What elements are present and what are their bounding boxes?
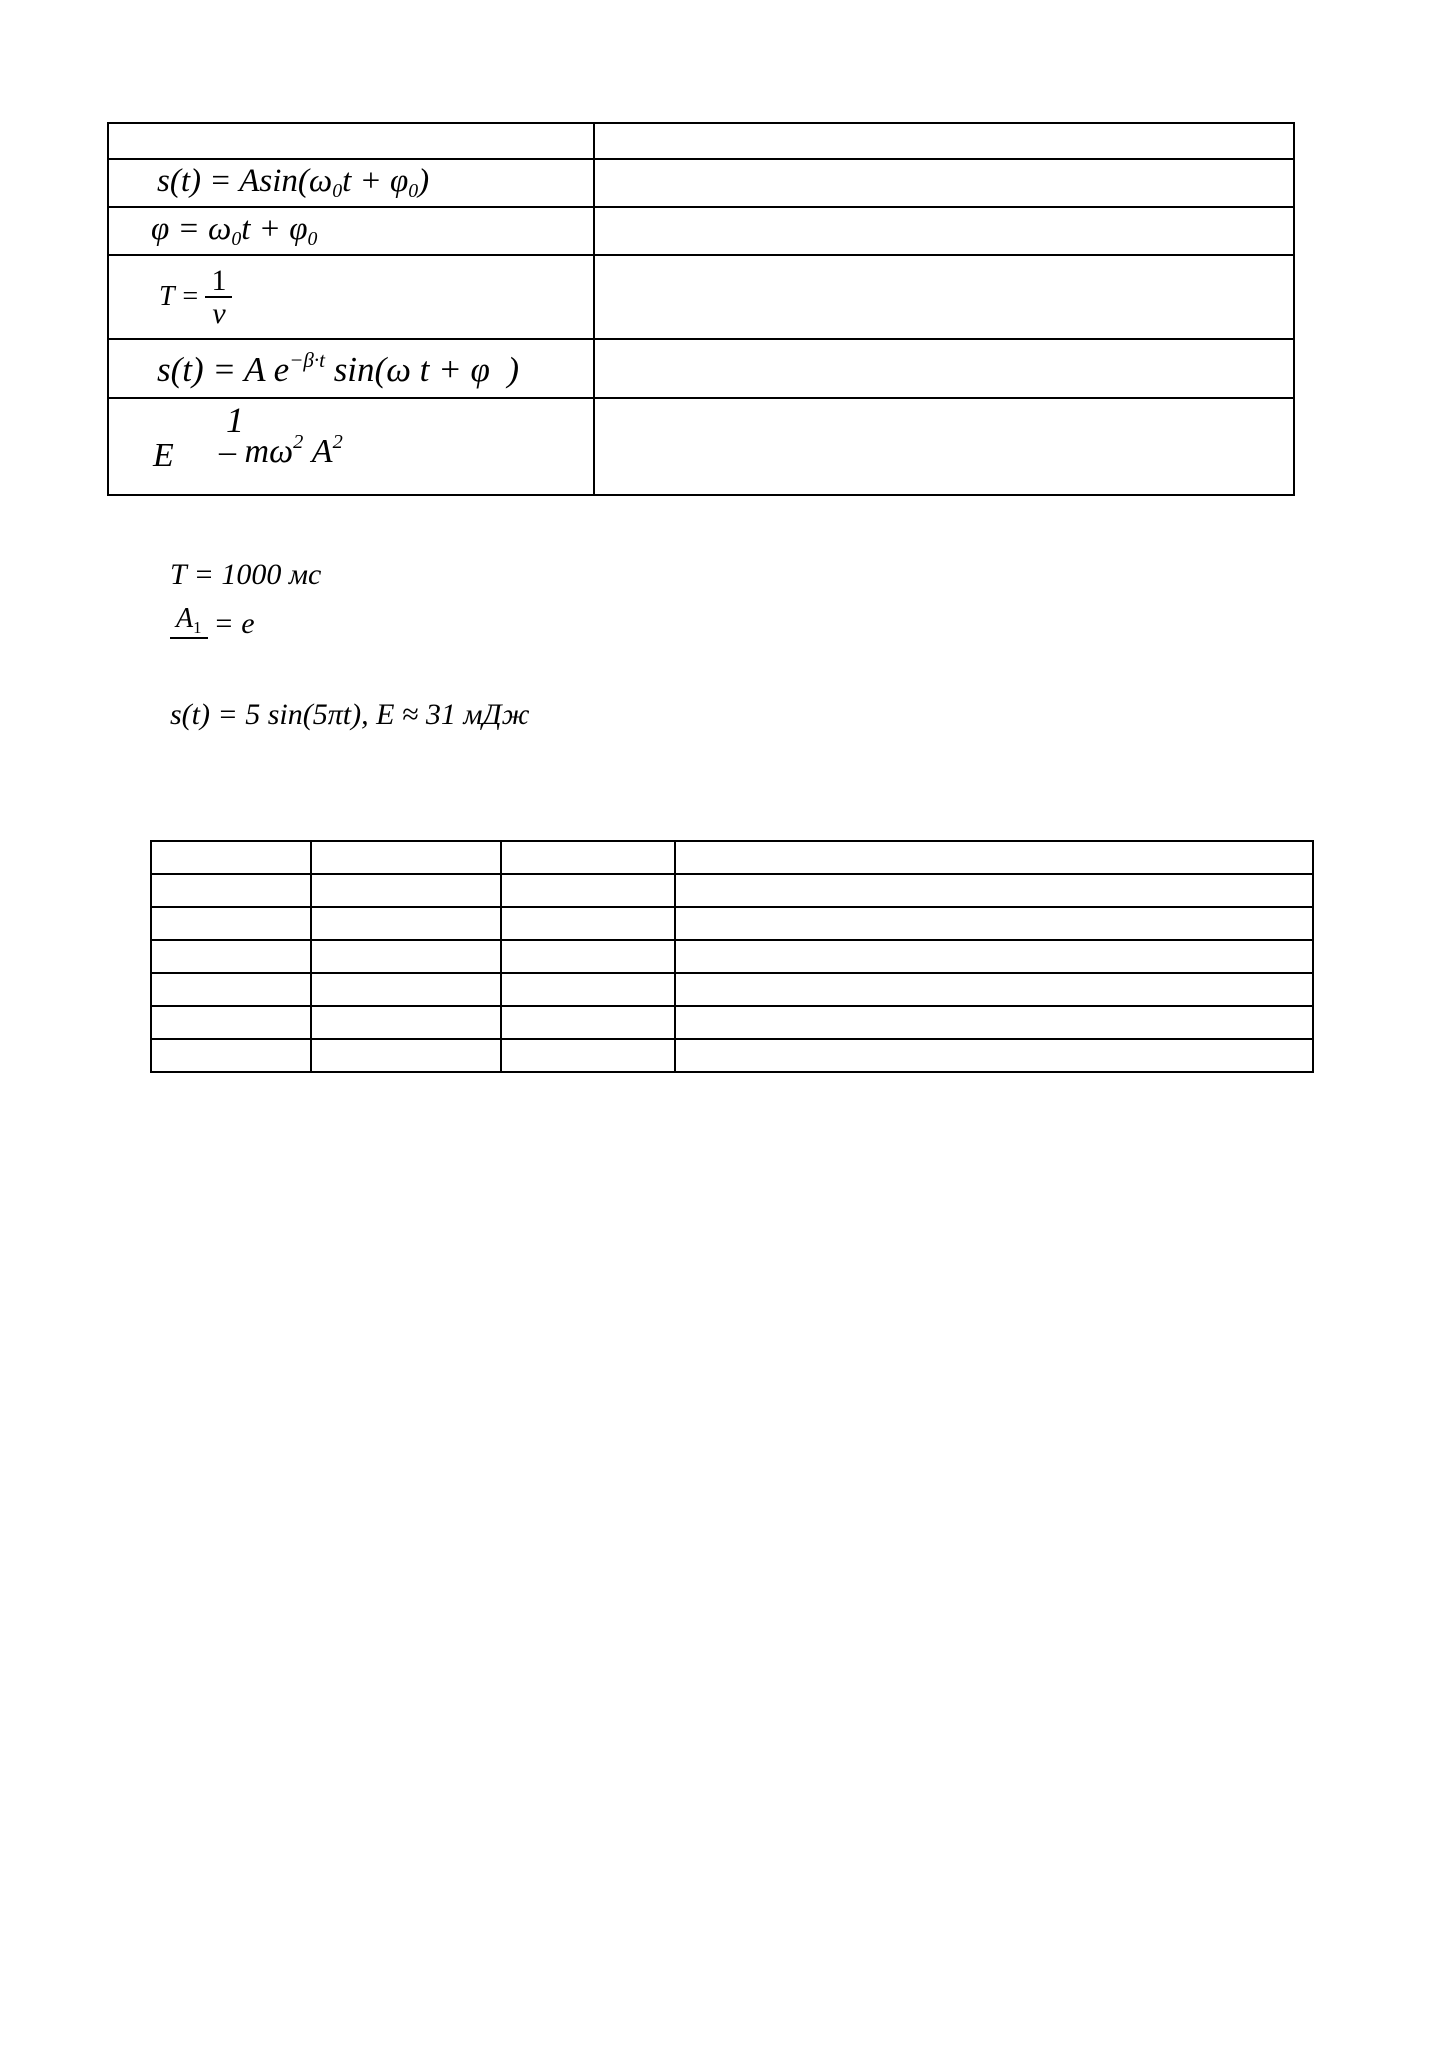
table-row xyxy=(151,907,1313,940)
table-cell xyxy=(594,207,1294,255)
table-cell xyxy=(501,940,675,973)
table-cell xyxy=(675,940,1313,973)
table-cell xyxy=(594,123,1294,159)
table-cell xyxy=(501,1039,675,1072)
table-cell xyxy=(151,973,311,1006)
table-row xyxy=(108,255,1294,339)
fraction: $\frac{1}{\nu}$ xyxy=(205,265,232,330)
table-row xyxy=(151,1039,1313,1072)
table-cell xyxy=(594,398,1294,495)
table-row xyxy=(151,940,1313,973)
table-cell xyxy=(501,907,675,940)
table-cell xyxy=(151,907,311,940)
table-row xyxy=(108,159,1294,207)
table-cell xyxy=(501,973,675,1006)
table-cell xyxy=(311,1039,501,1072)
table-cell xyxy=(311,874,501,907)
table-cell xyxy=(501,1006,675,1039)
table-cell xyxy=(108,123,594,159)
table-row xyxy=(151,1006,1313,1039)
table-cell xyxy=(594,255,1294,339)
formula-phase: $\varphi = \omega_0t + \varphi_0$ xyxy=(108,207,594,255)
table-row xyxy=(151,841,1313,874)
table-row xyxy=(108,123,1294,159)
formula-table xyxy=(107,122,1295,496)
table-row xyxy=(108,398,1294,495)
table-cell xyxy=(151,940,311,973)
table-cell xyxy=(594,159,1294,207)
table-cell xyxy=(594,339,1294,398)
table-row xyxy=(108,207,1294,255)
table-cell xyxy=(501,841,675,874)
formula-harmonic-oscillation: $s(t) = Asin(\omega_0t + \varphi_0)$ xyxy=(108,159,594,207)
table-cell xyxy=(151,874,311,907)
formula-energy: E 1 – $m\omega^2$ $A^2$ xyxy=(108,398,594,495)
given-amplitude-ratio: $A_1$ = e xyxy=(170,604,255,645)
fraction: $A_1$ xyxy=(170,604,208,645)
table-cell xyxy=(311,940,501,973)
given-period: T = 1000 мс xyxy=(170,558,322,591)
table-cell xyxy=(501,874,675,907)
table-cell xyxy=(675,973,1313,1006)
table-cell xyxy=(675,907,1313,940)
table-cell xyxy=(311,973,501,1006)
table-cell xyxy=(311,841,501,874)
table-cell xyxy=(675,1039,1313,1072)
table-cell xyxy=(151,1039,311,1072)
table-row xyxy=(151,874,1313,907)
formula-damped-oscillation: s(t) = A $e^{-\beta\cdot t}$ sin(ω t + φ ) xyxy=(108,339,594,398)
table-cell xyxy=(675,1006,1313,1039)
table-cell xyxy=(151,841,311,874)
formula-period: T = $\frac{1}{\nu}$ xyxy=(108,255,594,339)
table-cell xyxy=(311,907,501,940)
table-row xyxy=(108,339,1294,398)
answer-formula: s(t) = 5 sin(5πt), E ≈ 31 мДж xyxy=(170,698,530,731)
table-cell xyxy=(675,841,1313,874)
table-row xyxy=(151,973,1313,1006)
table-cell xyxy=(675,874,1313,907)
empty-grid-table xyxy=(150,840,1314,1073)
table-cell xyxy=(311,1006,501,1039)
table-cell xyxy=(151,1006,311,1039)
